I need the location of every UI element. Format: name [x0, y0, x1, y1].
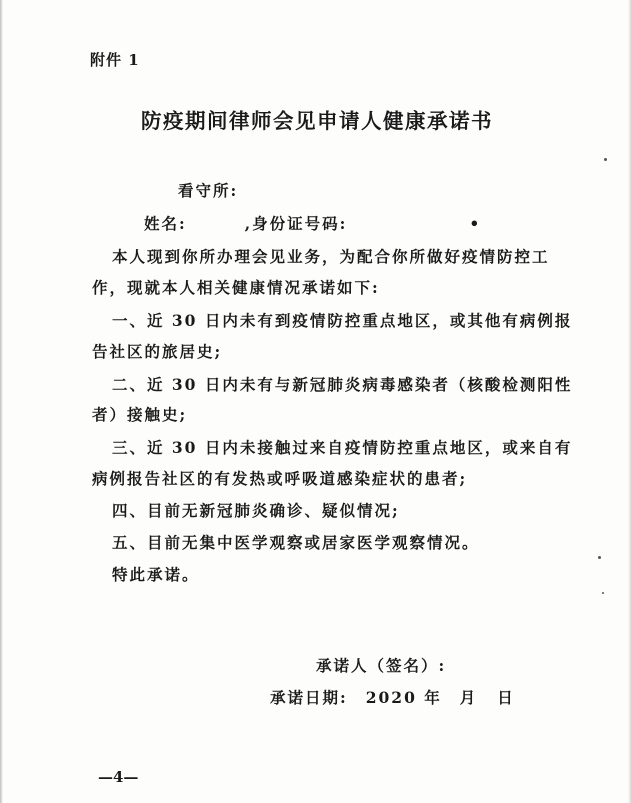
paragraph-line: 四、目前无新冠肺炎确诊、疑似情况;: [112, 501, 400, 520]
date-label: 承诺日期:: [270, 688, 348, 707]
paragraph-line: 一、近 30 日内未有到疫情防控重点地区，或其他有病例报: [112, 311, 573, 330]
paragraph-line: 五、目前无集中医学观察或居家医学观察情况。: [112, 533, 480, 552]
id-end-mark: •: [469, 214, 482, 233]
scan-edge-left: [0, 0, 3, 803]
date-year: 2020 年: [365, 688, 442, 707]
paragraph-line: 本人现到你所办理会见业务，为配合你所做好疫情防控工: [112, 247, 550, 266]
scan-speck: [604, 158, 607, 161]
date-month: 月: [459, 688, 478, 707]
id-number-label: ,身份证号码:: [244, 214, 348, 233]
document-title: 防疫期间律师会见申请人健康承诺书: [141, 109, 493, 133]
closing-line: 特此承诺。: [112, 565, 200, 584]
detention-center-label: 看守所:: [178, 181, 239, 200]
name-label: 姓名:: [144, 214, 187, 233]
paragraph-line: 二、近 30 日内未有与新冠肺炎病毒感染者（核酸检测阳性: [112, 375, 573, 394]
attachment-label: 附件 1: [90, 51, 140, 69]
paragraph-line: 三、近 30 日内未接触过来自疫情防控重点地区，或来自有: [112, 438, 573, 457]
scan-speck: [602, 592, 604, 594]
paragraph-line: 病例报告社区的有发热或呼吸道感染症状的患者;: [92, 469, 468, 488]
commitment-date-line: [270, 690, 515, 706]
name-id-line: [144, 216, 481, 232]
scan-speck: [598, 556, 601, 559]
signature-label: 承诺人（签名）:: [316, 656, 447, 675]
date-day: 日: [497, 688, 515, 707]
scan-edge-right: [628, 0, 632, 803]
paragraph-line: 者）接触史;: [92, 405, 188, 424]
paragraph-line: 告社区的旅居史;: [92, 342, 223, 361]
paragraph-line: 作，现就本人相关健康情况承诺如下:: [92, 278, 380, 297]
page-number: —4—: [98, 768, 139, 786]
